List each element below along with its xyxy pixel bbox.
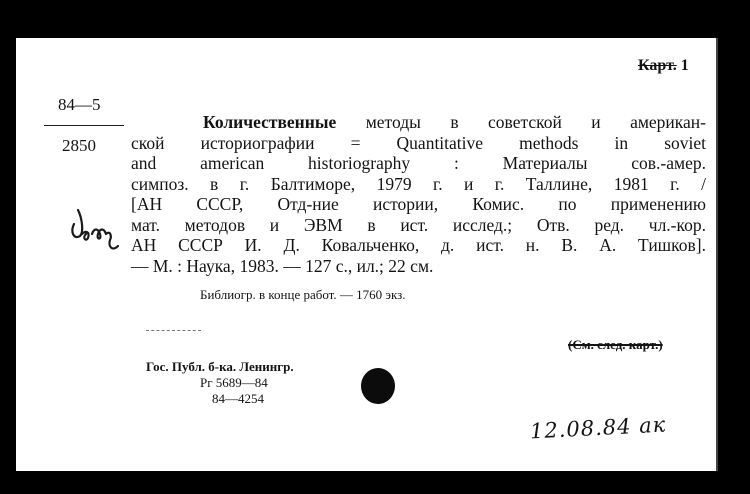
description-line-8: — М. : Наука, 1983. — 127 с., ил.; 22 см. [131,255,434,276]
card-number-label: Карт. [638,57,677,74]
card-number [638,58,689,74]
description-line-3: and american historiography : Материалы сов.-амер. [131,153,706,173]
catalog-card [16,38,718,471]
call-number-rule [44,125,124,126]
description-line-4: симпоз. в г. Балтиморе, 1979 г. и г. Таллине, 1981 г. / [131,173,706,194]
title-word: Количественные [203,112,337,132]
handwritten-date: 12.08.84 ак [529,412,667,444]
divider [146,330,201,331]
description-line-2: ской историографии = Quantitative methods in soviet [131,132,706,153]
library-code: Рг 5689—84 [200,375,268,390]
library-number: 84—4254 [212,391,264,406]
library-name: Гос. Публ. б-ка. Ленингр. [146,359,294,374]
description-line-5: [АН СССР, Отд-ние истории, Комис. по применению [131,194,706,214]
title-rest: методы в советской и американ- [336,112,706,132]
description-line-6: мат. методов и ЭВМ в ист. исслед.; Отв. ред. чл.-кор. [131,214,706,235]
call-number: 84—5 [58,95,101,114]
handwritten-mark [68,206,132,258]
accession-number: 2850 [62,136,96,155]
description-line-7: АН СССР И. Д. Ковальченко, д. ист. н. В. А. Тишков]. [131,235,706,255]
see-next-card: (См. след. карт.) [568,337,663,352]
bibliographic-description [131,112,706,276]
bibliography-note: Библиогр. в конце работ. — 1760 экз. [200,287,406,302]
punch-hole [361,368,395,404]
description-line-1 [131,112,706,133]
card-number-value: 1 [680,57,689,74]
